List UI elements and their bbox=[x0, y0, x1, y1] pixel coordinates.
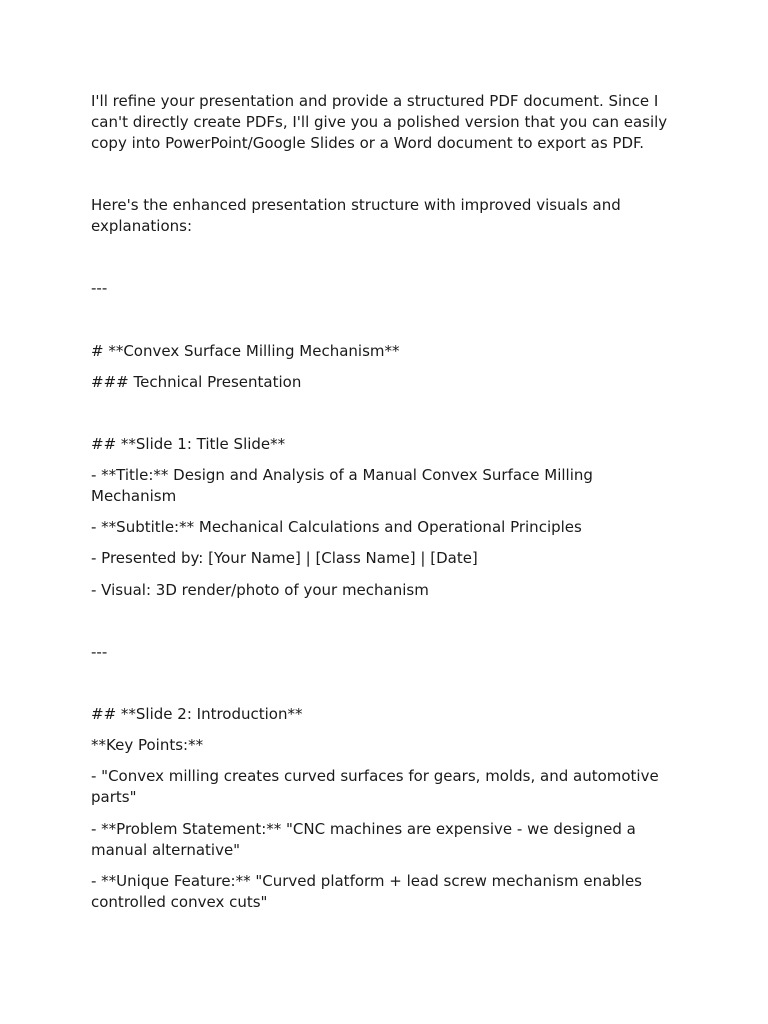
slide2-heading: ## **Slide 2: Introduction** bbox=[91, 705, 303, 723]
slide2-key-points-label: **Key Points:** bbox=[91, 736, 204, 754]
separator-1: --- bbox=[91, 279, 108, 297]
main-heading: # **Convex Surface Milling Mechanism** bbox=[91, 342, 400, 360]
intro-paragraph: I'll refine your presentation and provide a structured PDF document. Since I can't directly create PDFs, I'll give you a polished version that you can easily copy into PowerPoint/Google Slides or a Word document to export as PDF. bbox=[91, 92, 672, 152]
slide1-bullet-presented-by: - Presented by: [Your Name] | [Class Name] | [Date] bbox=[91, 549, 478, 567]
slide2-bullet-unique: - **Unique Feature:** "Curved platform + lead screw mechanism enables controlled convex cuts" bbox=[91, 872, 647, 911]
sub-heading: ### Technical Presentation bbox=[91, 373, 302, 391]
slide1-bullet-subtitle: - **Subtitle:** Mechanical Calculations and Operational Principles bbox=[91, 518, 582, 536]
slide2-bullet-convex: - "Convex milling creates curved surfaces for gears, molds, and automotive parts" bbox=[91, 767, 664, 806]
slide2-bullet-problem: - **Problem Statement:** "CNC machines are expensive - we designed a manual alternative" bbox=[91, 820, 641, 859]
structure-note-paragraph: Here's the enhanced presentation structure with improved visuals and explanations: bbox=[91, 196, 626, 235]
slide1-heading: ## **Slide 1: Title Slide** bbox=[91, 435, 286, 453]
slide1-bullet-title: - **Title:** Design and Analysis of a Manual Convex Surface Milling Mechanism bbox=[91, 466, 598, 505]
separator-2: --- bbox=[91, 643, 108, 661]
slide1-bullet-visual: - Visual: 3D render/photo of your mechanism bbox=[91, 581, 429, 599]
